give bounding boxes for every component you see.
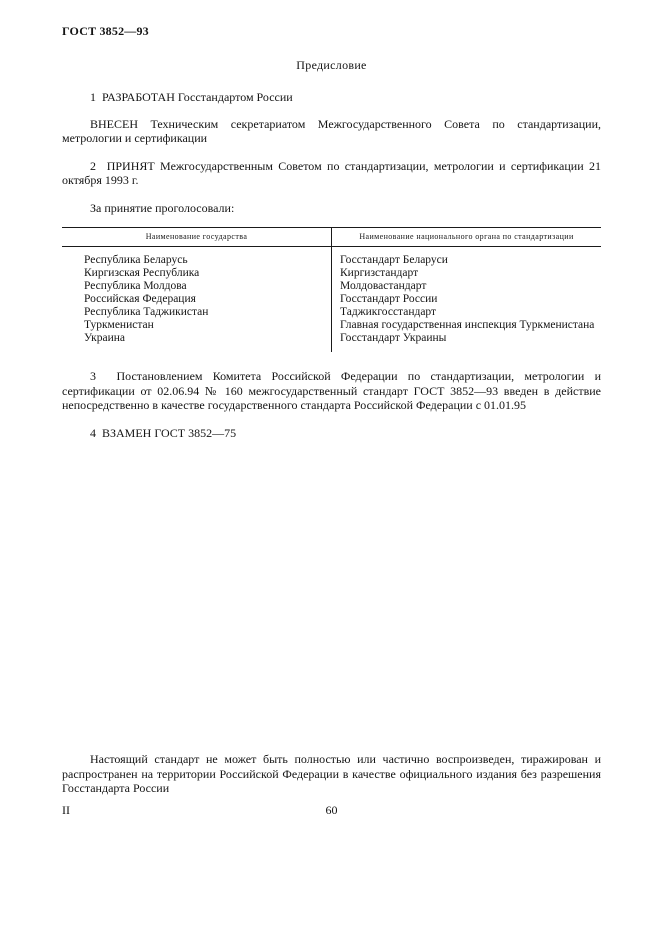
table-row: [62, 280, 601, 293]
voting-table-head: [62, 228, 601, 247]
page-footer: [62, 752, 601, 818]
table-row: [62, 293, 601, 306]
document-content: [0, 0, 661, 440]
body-cell: Госстандарт Украины: [340, 332, 447, 344]
voting-table: [62, 227, 601, 352]
body-cell: Молдовастандарт: [340, 280, 427, 292]
body-cell: Госстандарт России: [340, 293, 438, 305]
table-row: [62, 306, 601, 319]
table-header-row: [62, 228, 601, 247]
table-header-country: Наименование государства: [62, 228, 332, 247]
country-cell: Украина: [62, 332, 332, 352]
country-cell: Туркменистан: [62, 319, 332, 332]
country-cell: Российская Федерация: [62, 293, 332, 306]
page-marks: [62, 803, 601, 818]
country-cell: Киргизская Республика: [62, 267, 332, 280]
voting-table-body: [62, 247, 601, 353]
page-number: 60: [325, 802, 338, 817]
copyright-note: Настоящий стандарт не может быть полностью или частично воспроизведен, тиражирован и распространен на территории Российской Федерации в качестве официального издания без разрешения Госстандарта России: [62, 752, 601, 795]
page-roman-numeral: II: [62, 802, 70, 817]
clause-1: 1 РАЗРАБОТАН Госстандартом России: [90, 90, 293, 104]
table-header-body: Наименование национального органа по стандартизации: [332, 228, 602, 247]
table-row: [62, 319, 601, 332]
table-row: [62, 247, 601, 268]
gost-number: ГОСТ 3852—93: [62, 24, 149, 38]
voting-intro: За принятие проголосовали:: [90, 200, 235, 215]
clause-4: 4 ВЗАМЕН ГОСТ 3852—75: [90, 425, 237, 440]
country-cell: Республика Беларусь: [62, 247, 332, 268]
clause-vnesen: ВНЕСЕН Техническим секретариатом Межгосударственного Совета по стандартизации, метрологии и сертификации: [62, 116, 601, 145]
body-cell: Главная государственная инспекция Туркменистана: [340, 319, 595, 331]
foreword-title: Предисловие: [296, 58, 367, 72]
table-row: [62, 267, 601, 280]
body-cell: Киргизстандарт: [340, 267, 419, 279]
clause-2: 2 ПРИНЯТ Межгосударственным Советом по стандартизации, метрологии и сертификации 21 октября 1993 г.: [62, 158, 601, 187]
body-cell: Таджикгосстандарт: [340, 306, 437, 318]
clause-3: 3 Постановлением Комитета Российской Федерации по стандартизации, метрологии и сертификации от 02.06.94 № 160 межгосударственный стандарт ГОСТ 3852—93 введен в действие непосредственно в качестве государственного стандарта Российской Федерации с 01.01.95: [62, 369, 601, 412]
country-cell: Республика Молдова: [62, 280, 332, 293]
table-row: [62, 332, 601, 352]
body-cell: Госстандарт Беларуси: [340, 254, 448, 266]
country-cell: Республика Таджикистан: [62, 306, 332, 319]
